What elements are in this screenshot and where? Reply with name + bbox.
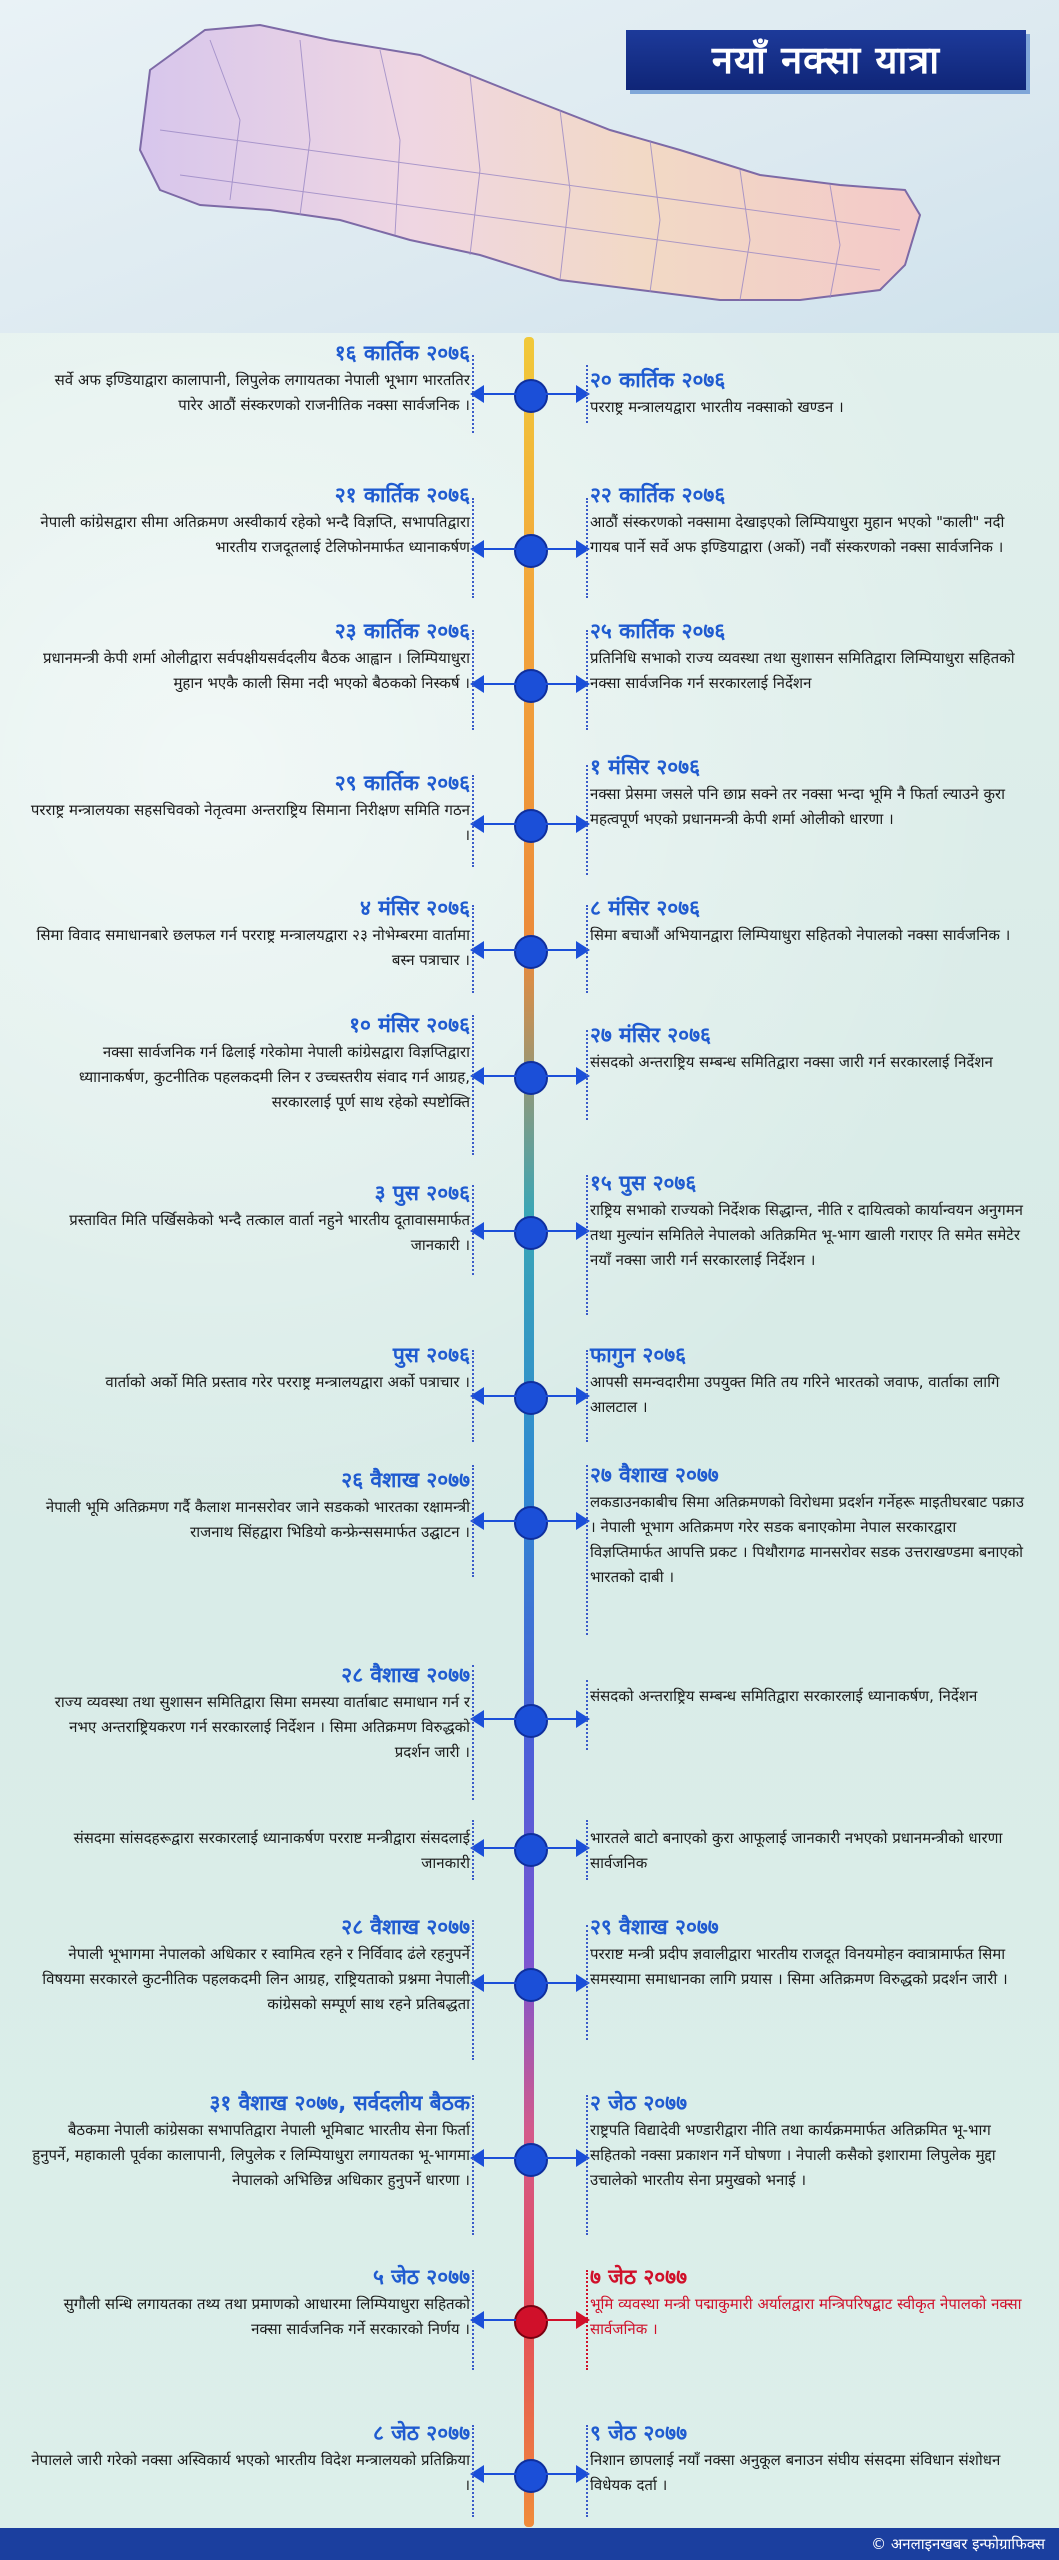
event-desc: नक्सा प्रेसमा जसले पनि छाप्न सक्ने तर नक्सा भन्दा भूमि नै फिर्ता ल्याउने कुरा महत्वपूर्ण भएको प्रधानमन्त्री केपी शर्मा ओलीको धारणा । bbox=[590, 785, 1006, 828]
connector bbox=[482, 1230, 516, 1232]
event-desc: वार्ताको अर्को मिति प्रस्ताव गरेर परराष्ट्र मन्त्रालयद्वारा अर्को पत्राचार । bbox=[105, 1373, 470, 1391]
event-desc: आठौं संस्करणको नक्सामा देखाइएको लिम्पियाधुरा मुहान भएको "काली" नदी गायब पार्ने सर्वे अफ इण्डियाद्वारा (अर्को) नवौं संस्करणको नक्सा सार्वजनिक । bbox=[590, 513, 1005, 556]
connector bbox=[482, 1718, 516, 1720]
timeline-node bbox=[514, 1833, 548, 1867]
event-desc: परराष्ट्र मन्त्रालयद्वारा भारतीय नक्साको खण्डन । bbox=[590, 398, 844, 416]
event-desc: परराष्ट्र मन्त्रालयका सहसचिवको नेतृत्वमा अन्तराष्ट्रिय सिमाना निरीक्षण समिति गठन । bbox=[30, 801, 470, 844]
event-desc: बैठकमा नेपाली कांग्रेसका सभापतिद्वारा नेपाली भूमिबाट भारतीय सेना फिर्ता हुनुपर्ने, महाकाली पूर्वका कालापानी, लिपुलेक र लिम्पियाधुरा लगायतका भू-भागमा नेपालको अभिछिन्न अधिकार हुनुपर्ने धारणा । bbox=[32, 2121, 470, 2189]
event-date: ३ पुस २०७६ bbox=[374, 1181, 470, 1205]
timeline-node bbox=[514, 2459, 548, 2493]
event-desc: लकडाउनकाबीच सिमा अतिक्रमणको विरोधमा प्रदर्शन गर्नेहरू माइतीघरबाट पक्राउ । नेपाली भूभाग अतिक्रमण गरेर सडक बनाएकोमा नेपाल सरकारद्वारा विज्ञप्तिमार्फत आपत्ति प्रकट । पिथौरागढ मानसरोवर सडक उत्तराखण्डमा बनाएको भारतको दाबी । bbox=[590, 1493, 1024, 1586]
page-title: नयाँ नक्सा यात्रा bbox=[711, 38, 941, 82]
event-desc: परराष्ट मन्त्री प्रदीप ज्ञवालीद्वारा भारतीय राजदूत विनयमोहन क्वात्रामार्फत सिमा समस्यामा समाधानका लागि प्रयास । सिमा अतिक्रमण विरुद्धको प्रदर्शन जारी । bbox=[590, 1945, 1008, 1988]
connector bbox=[482, 949, 516, 951]
dotted-bracket bbox=[472, 2095, 474, 2235]
timeline-entry-right bbox=[590, 616, 1030, 696]
timeline-node bbox=[514, 809, 548, 843]
event-date: २८ वैशाख २०७७ bbox=[341, 1915, 470, 1939]
event-date: २० कार्तिक २०७६ bbox=[590, 368, 726, 392]
dotted-bracket bbox=[472, 355, 474, 433]
connector bbox=[544, 1847, 578, 1849]
event-desc: प्रस्तावित मिति पर्खिसकेको भन्दै तत्काल वार्ता नहुने भारतीय दूतावासमार्फत जानकारी । bbox=[69, 1211, 470, 1254]
timeline-entry-left bbox=[30, 480, 470, 560]
event-date: १ मंसिर २०७६ bbox=[590, 755, 701, 779]
connector bbox=[544, 1075, 578, 1077]
dotted-bracket bbox=[472, 2270, 474, 2370]
dotted-bracket bbox=[472, 1665, 474, 1800]
timeline-entry-left bbox=[30, 2418, 470, 2498]
connector bbox=[544, 683, 578, 685]
event-desc: भूमि व्यवस्था मन्त्री पद्माकुमारी अर्यालद्वारा मन्त्रिपरिषद्बाट स्वीकृत नेपालको नक्सा सार्वजनिक । bbox=[590, 2295, 1022, 2338]
timeline-entry-right bbox=[590, 1020, 1030, 1075]
connector bbox=[544, 1718, 578, 1720]
event-desc: नेपाली कांग्रेसद्वारा सीमा अतिक्रमण अस्वीकार्य रहेको भन्दै विज्ञप्ति, सभापतिद्वारा भारतीय राजदूतलाई टेलिफोनमार्फत ध्यानाकर्षण bbox=[40, 513, 470, 556]
event-date: ५ जेठ २०७७ bbox=[372, 2265, 470, 2289]
connector bbox=[482, 1847, 516, 1849]
dotted-bracket bbox=[586, 765, 588, 875]
event-date: ४ मंसिर २०७६ bbox=[359, 896, 470, 920]
dotted-bracket bbox=[472, 1920, 474, 2060]
event-desc: आपसी समन्वदारीमा उपयुक्त मिति तय गरिने भारतको जवाफ, वार्ताका लागि आलटाल । bbox=[590, 1373, 1000, 1416]
event-date: २९ कार्तिक २०७६ bbox=[334, 771, 470, 795]
dotted-bracket bbox=[472, 1015, 474, 1155]
dotted-bracket bbox=[586, 2425, 588, 2517]
title-banner bbox=[626, 30, 1026, 90]
timeline-entry-right bbox=[590, 1912, 1030, 1992]
event-date: २१ कार्तिक २०७६ bbox=[334, 483, 470, 507]
event-date: २७ मंसिर २०७६ bbox=[590, 1023, 711, 1047]
event-date: २५ कार्तिक २०७६ bbox=[590, 619, 726, 643]
connector bbox=[544, 1395, 578, 1397]
timeline-entry-right bbox=[590, 1826, 1030, 1876]
event-desc: नेपाली भूभागमा नेपालको अधिकार र स्वामित्व रहने र निर्विवाद ढंले रहनुपर्ने विषयमा सरकारले कुटनीतिक पहलकदमी लिन आग्रह, राष्ट्रियताको प्रश्नमा नेपाली कांग्रेसको सम्पूर्ण साथ रहने प्रतिबद्धता bbox=[42, 1945, 470, 2013]
timeline-entry-left bbox=[30, 616, 470, 696]
event-date: २७ वैशाख २०७७ bbox=[590, 1463, 719, 1487]
timeline-entry-left bbox=[30, 2262, 470, 2342]
timeline-node bbox=[514, 1381, 548, 1415]
footer-bar bbox=[0, 2528, 1059, 2560]
dotted-bracket bbox=[586, 1680, 588, 1750]
event-date: २६ वैशाख २०७७ bbox=[341, 1468, 470, 1492]
timeline-entry-left bbox=[30, 1660, 470, 1765]
timeline-node bbox=[514, 1968, 548, 2002]
timeline-entry-right bbox=[590, 365, 1030, 420]
connector bbox=[482, 1982, 516, 1984]
event-date: १० मंसिर २०७६ bbox=[349, 1013, 470, 1037]
dotted-bracket bbox=[586, 905, 588, 993]
event-date: २३ कार्तिक २०७६ bbox=[334, 619, 470, 643]
timeline-entry-left bbox=[30, 1826, 470, 1876]
event-desc: सुगौली सन्धि लगायतका तथ्य तथा प्रमाणको आधारमा लिम्पियाधुरा सहितको नक्सा सार्वजनिक गर्ने सरकारको निर्णय । bbox=[63, 2295, 470, 2338]
event-desc: संसदमा सांसदहरूद्वारा सरकारलाई ध्यानाकर्षण परराष्ट मन्त्रीद्वारा संसदलाई जानकारी bbox=[73, 1829, 470, 1872]
timeline-entry-left bbox=[30, 1178, 470, 1258]
event-date: फागुन २०७६ bbox=[590, 1343, 687, 1367]
event-date: ८ मंसिर २०७६ bbox=[590, 896, 701, 920]
dotted-bracket bbox=[586, 498, 588, 598]
event-desc: नेपाली भूमि अतिक्रमण गर्दै कैलाश मानसरोवर जाने सडकको भारतका रक्षामन्त्री राजनाथ सिंहद्वारा भिडियो कन्फ्रेन्ससमार्फत उद्घाटन । bbox=[45, 1498, 470, 1541]
connector bbox=[544, 1230, 578, 1232]
event-desc: राष्ट्रिय सभाको राज्यको निर्देशक सिद्धान्त, नीति र दायित्वको कार्यान्वयन अनुगमन तथा मुल्यांन समितिले नेपालको अतिक्रमित भू-भाग खाली गराएर ति समेत समेटेर नयाँ नक्सा जारी गर्न सरकारलाई निर्देशन । bbox=[590, 1201, 1023, 1269]
event-desc: भारतले बाटो बनाएको कुरा आफूलाई जानकारी नभएको प्रधानमन्त्रीको धारणा सार्वजनिक bbox=[590, 1829, 1003, 1872]
event-desc: निशान छापलाई नयाँ नक्सा अनुकूल बनाउन संघीय संसदमा संविधान संशोधन विधेयक दर्ता । bbox=[590, 2451, 1001, 2494]
dotted-bracket bbox=[586, 630, 588, 730]
timeline-entry-left bbox=[30, 2088, 470, 2193]
timeline-entry-right bbox=[590, 2418, 1030, 2498]
dotted-bracket bbox=[472, 1465, 474, 1577]
connector bbox=[482, 393, 516, 395]
timeline-entry-left bbox=[30, 1912, 470, 2017]
timeline-node-highlight bbox=[514, 2305, 548, 2339]
event-desc: प्रधानमन्त्री केपी शर्मा ओलीद्वारा सर्वपक्षीयसर्वदलीय बैठक आह्वान । लिम्पियाधुरा मुहान भएकै काली सिमा नदी भएको बैठकको निस्कर्ष । bbox=[42, 649, 470, 692]
dotted-bracket bbox=[472, 775, 474, 867]
event-date: २ जेठ २०७७ bbox=[590, 2091, 688, 2115]
timeline-entry-left bbox=[30, 768, 470, 848]
event-desc: नक्सा सार्वजनिक गर्न ढिलाई गरेकोमा नेपाली कांग्रेसद्वारा विज्ञप्तिद्वारा ध्याानाकर्षण, कुटनीतिक पहलकदमी लिन र उच्चस्तरीय संवाद गर्न आग्रह, सरकारलाई पूर्ण साथ रहेको स्पष्टोक्ति bbox=[78, 1043, 470, 1111]
dotted-bracket bbox=[472, 1820, 474, 1880]
dotted-bracket bbox=[472, 2425, 474, 2517]
timeline-entry-right bbox=[590, 2088, 1030, 2193]
event-desc: सर्वे अफ इण्डियाद्वारा कालापानी, लिपुलेक लगायतका नेपाली भूभाग भारततिर पारेर आठौं संस्करणको राजनीतिक नक्सा सार्वजनिक । bbox=[54, 371, 470, 414]
timeline-entry-right bbox=[590, 480, 1030, 560]
timeline-node bbox=[514, 669, 548, 703]
timeline-entry-left bbox=[30, 893, 470, 973]
connector bbox=[482, 683, 516, 685]
timeline-node bbox=[514, 1061, 548, 1095]
timeline-node bbox=[514, 2143, 548, 2177]
dotted-bracket bbox=[586, 1820, 588, 1880]
connector bbox=[482, 1395, 516, 1397]
event-desc: राष्ट्रपति विद्यादेवी भण्डारीद्वारा नीति तथा कार्यक्रममार्फत अतिक्रमित भू-भाग सहितको नक्सा प्रकाशन गर्ने घोषणा । नेपाली कसैको इशारामा लिपुलेक मुद्दा उचालेको भारतीय सेना प्रमुखको भनाई । bbox=[590, 2121, 996, 2189]
event-date: २८ वैशाख २०७७ bbox=[341, 1663, 470, 1687]
timeline-entry-right bbox=[590, 1168, 1030, 1273]
event-desc: सिमा विवाद समाधानबारे छलफल गर्न परराष्ट्र मन्त्रालयद्वारा २३ नोभेम्बरमा वार्तामा बस्न पत्राचार । bbox=[36, 926, 470, 969]
timeline-entry-left bbox=[30, 1465, 470, 1545]
event-date: ८ जेठ २०७७ bbox=[372, 2421, 470, 2445]
connector bbox=[482, 2319, 516, 2321]
connector bbox=[482, 1520, 516, 1522]
timeline-node bbox=[514, 935, 548, 969]
hero-map-area bbox=[0, 0, 1059, 333]
timeline-entry-right bbox=[590, 893, 1030, 948]
connector bbox=[544, 1520, 578, 1522]
connector bbox=[482, 1075, 516, 1077]
connector-highlight bbox=[544, 2319, 578, 2321]
event-desc: नेपालले जारी गरेको नक्सा अस्विकार्य भएको भारतीय विदेश मन्त्रालयको प्रतिक्रिया । bbox=[31, 2451, 470, 2494]
event-date: २२ कार्तिक २०७६ bbox=[590, 483, 726, 507]
event-date: ३१ वैशाख २०७७, सर्वदलीय बैठक bbox=[209, 2091, 470, 2115]
dotted-bracket bbox=[472, 905, 474, 993]
timeline-node bbox=[514, 379, 548, 413]
connector bbox=[544, 393, 578, 395]
timeline-axis bbox=[524, 337, 534, 2527]
event-desc: प्रतिनिधि सभाको राज्य व्यवस्था तथा सुशासन समितिद्वारा लिम्पियाधुरा सहितको नक्सा सार्वजनिक गर्न सरकारलाई निर्देशन bbox=[590, 649, 1015, 692]
timeline-node bbox=[514, 1216, 548, 1250]
event-date: ७ जेठ २०७७ bbox=[590, 2265, 688, 2289]
event-desc: सिमा बचाऔं अभियानद्वारा लिम्पियाधुरा सहितको नेपालको नक्सा सार्वजनिक । bbox=[590, 926, 1011, 944]
connector bbox=[544, 823, 578, 825]
dotted-bracket bbox=[586, 2095, 588, 2235]
timeline-entry-right bbox=[590, 1684, 1030, 1709]
dotted-bracket bbox=[472, 1185, 474, 1275]
dotted-bracket bbox=[472, 630, 474, 730]
dotted-bracket bbox=[472, 1350, 474, 1442]
event-date: २९ वैशाख २०७७ bbox=[590, 1915, 719, 1939]
timeline-entry-right bbox=[590, 752, 1030, 832]
timeline-node bbox=[514, 1506, 548, 1540]
dotted-bracket bbox=[586, 2270, 588, 2370]
timeline-entry-left bbox=[30, 1340, 470, 1395]
dotted-bracket bbox=[586, 365, 588, 423]
event-desc: संसदको अन्तराष्ट्रिय सम्बन्ध समितिद्वारा नक्सा जारी गर्न सरकारलाई निर्देशन bbox=[590, 1053, 993, 1071]
timeline-node bbox=[514, 534, 548, 568]
footer-credit: © अनलाइनखबर इन्फोग्राफिक्स bbox=[871, 2535, 1045, 2553]
event-date: १६ कार्तिक २०७६ bbox=[334, 341, 470, 365]
dotted-bracket bbox=[586, 1465, 588, 1635]
connector bbox=[544, 2157, 578, 2159]
event-date: पुस २०७६ bbox=[392, 1343, 470, 1367]
event-desc: राज्य व्यवस्था तथा सुशासन समितिद्वारा सिमा समस्या वार्ताबाट समाधान गर्न र नभए अन्तराष्ट्रियकरण गर्न सरकारलाई निर्देशन । सिमा अतिक्रमण विरुद्धको प्रदर्शन जारी । bbox=[54, 1693, 470, 1761]
connector bbox=[544, 548, 578, 550]
timeline-entry-right bbox=[590, 1460, 1030, 1590]
connector bbox=[482, 2473, 516, 2475]
connector bbox=[482, 548, 516, 550]
dotted-bracket bbox=[586, 1925, 588, 2040]
connector bbox=[482, 2157, 516, 2159]
dotted-bracket bbox=[472, 498, 474, 598]
event-date: ९ जेठ २०७७ bbox=[590, 2421, 688, 2445]
dotted-bracket bbox=[586, 1030, 588, 1120]
event-date: १५ पुस २०७६ bbox=[590, 1171, 697, 1195]
connector bbox=[544, 1982, 578, 1984]
timeline-node bbox=[514, 1704, 548, 1738]
dotted-bracket bbox=[586, 1350, 588, 1442]
connector bbox=[482, 823, 516, 825]
timeline-entry-right bbox=[590, 1340, 1030, 1420]
connector bbox=[544, 2473, 578, 2475]
connector bbox=[544, 949, 578, 951]
timeline-entry-right-highlight bbox=[590, 2262, 1030, 2342]
timeline-entry-left bbox=[30, 1010, 470, 1115]
timeline-entry-left bbox=[30, 338, 470, 418]
event-desc: संसदको अन्तराष्ट्रिय सम्बन्ध समितिद्वारा सरकारलाई ध्यानाकर्षण, निर्देशन bbox=[590, 1687, 978, 1705]
dotted-bracket bbox=[586, 1175, 588, 1315]
